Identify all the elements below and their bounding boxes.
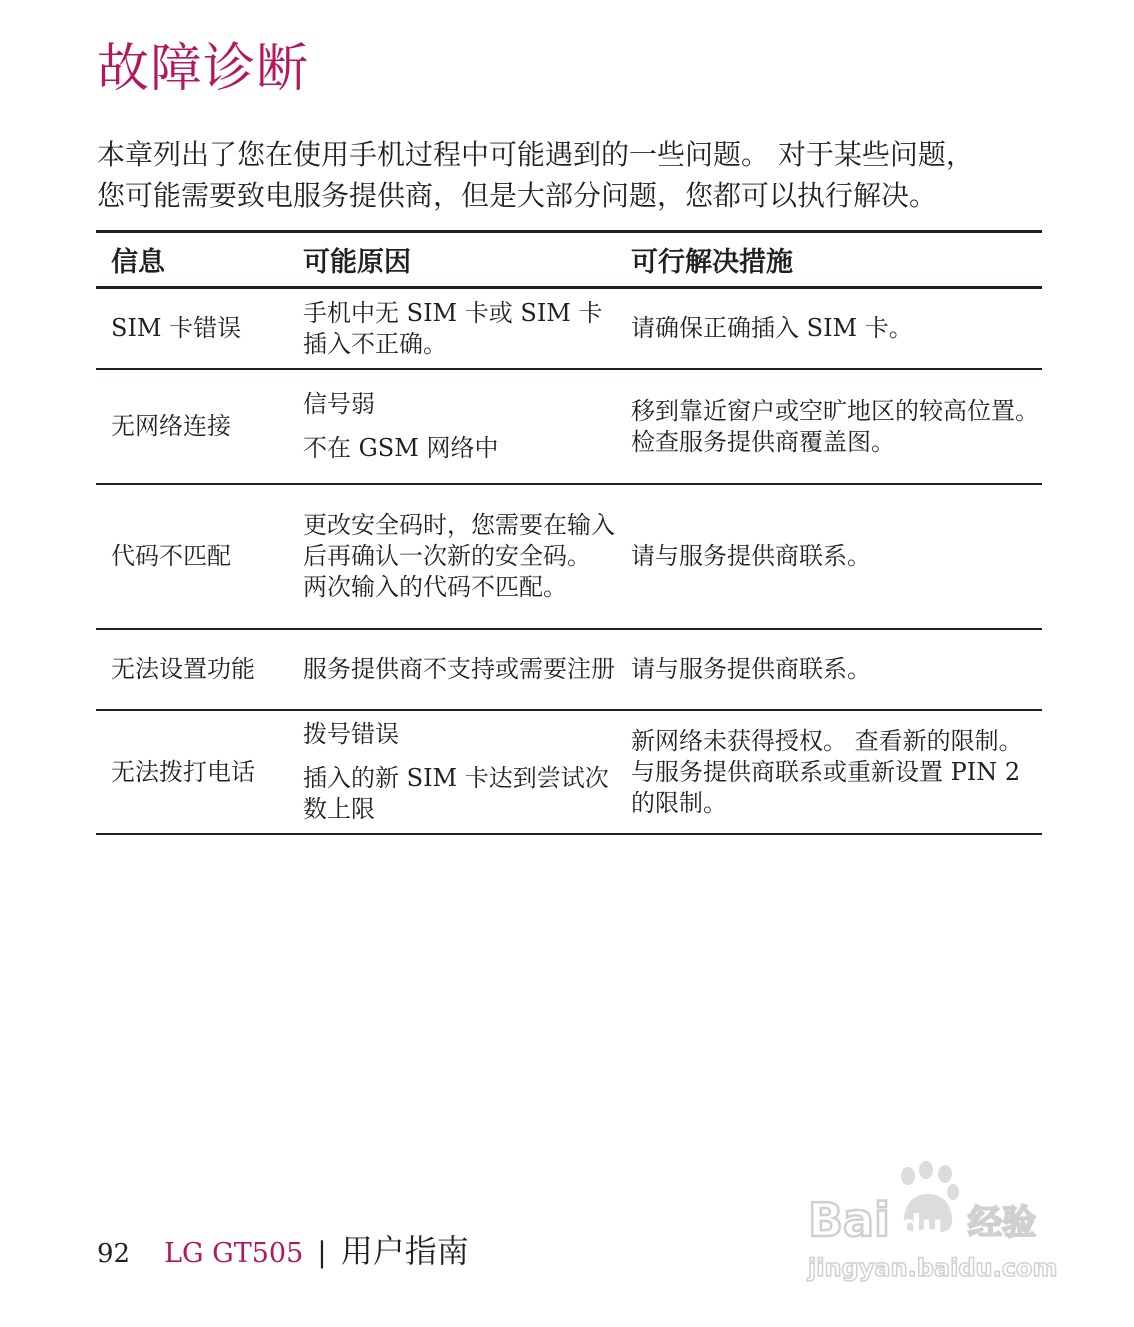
row-solution: 新网络未获得授权。 查看新的限制。 与服务提供商联系或重新设置 PIN 2 的限制。: [631, 726, 1023, 817]
row-solution: 移到靠近窗户或空旷地区的较高位置。 检查服务提供商覆盖图。: [631, 396, 1039, 456]
table-row: [96, 485, 1042, 630]
intro-line-1: 本章列出了您在使用手机过程中可能遇到的一些问题。 对于某些问题，: [97, 138, 974, 171]
table-row: [96, 630, 1042, 711]
header-causes: 可能原因: [303, 247, 411, 278]
page-number: 92: [97, 1239, 131, 1269]
footer-separator: |: [317, 1236, 327, 1269]
row-solution: 请与服务提供商联系。: [631, 542, 871, 570]
guide-label: 用户指南: [340, 1232, 469, 1270]
row-causes: [288, 719, 616, 825]
svg-text:jingyan.baidu.com: jingyan.baidu.com: [808, 1254, 1058, 1282]
page-title: 故障诊断: [97, 39, 310, 99]
table-row: [96, 711, 1042, 835]
cause-text: 信号弱: [303, 390, 375, 418]
row-solution: 请确保正确插入 SIM 卡。: [631, 314, 913, 342]
row-causes: [288, 510, 616, 603]
baidu-jingyan-watermark: [800, 1158, 1070, 1288]
model-name: LG GT505: [164, 1238, 304, 1269]
svg-text:Bai: Bai: [808, 1193, 890, 1247]
cause-text: 服务提供商不支持或需要注册: [303, 655, 615, 683]
troubleshooting-table: [96, 230, 1042, 835]
cause-text: 拨号错误: [303, 720, 399, 748]
row-message: 无网络连接: [111, 412, 231, 440]
row-message: 无法拨打电话: [111, 757, 255, 786]
intro-line-2: 您可能需要致电服务提供商，但是大部分问题，您都可以执行解决。: [97, 179, 938, 212]
cause-text: 手机中无 SIM 卡或 SIM 卡插入不正确。: [303, 298, 603, 358]
header-message: 信息: [111, 247, 165, 278]
row-causes: [288, 298, 616, 360]
table-row: [96, 289, 1042, 370]
row-message: 无法设置功能: [111, 655, 255, 683]
row-solution: 请与服务提供商联系。: [631, 655, 871, 683]
svg-text:du: du: [900, 1209, 943, 1244]
cause-text: 更改安全码时，您需要在输入后再确认一次新的安全码。 两次输入的代码不匹配。: [303, 511, 615, 601]
row-causes: [288, 389, 616, 464]
svg-text:经验: 经验: [968, 1203, 1036, 1243]
table-row: [96, 370, 1042, 485]
cause-text: 插入的新 SIM 卡达到尝试次数上限: [303, 764, 609, 823]
intro-paragraph: [97, 134, 1042, 216]
header-solution: 可行解决措施: [631, 247, 793, 278]
page-footer: [97, 1226, 469, 1272]
row-message: SIM 卡错误: [111, 314, 242, 342]
row-message: 代码不匹配: [111, 542, 231, 570]
cause-text: 不在 GSM 网络中: [303, 434, 499, 462]
row-causes: [288, 654, 616, 685]
table-header: [96, 233, 1042, 289]
